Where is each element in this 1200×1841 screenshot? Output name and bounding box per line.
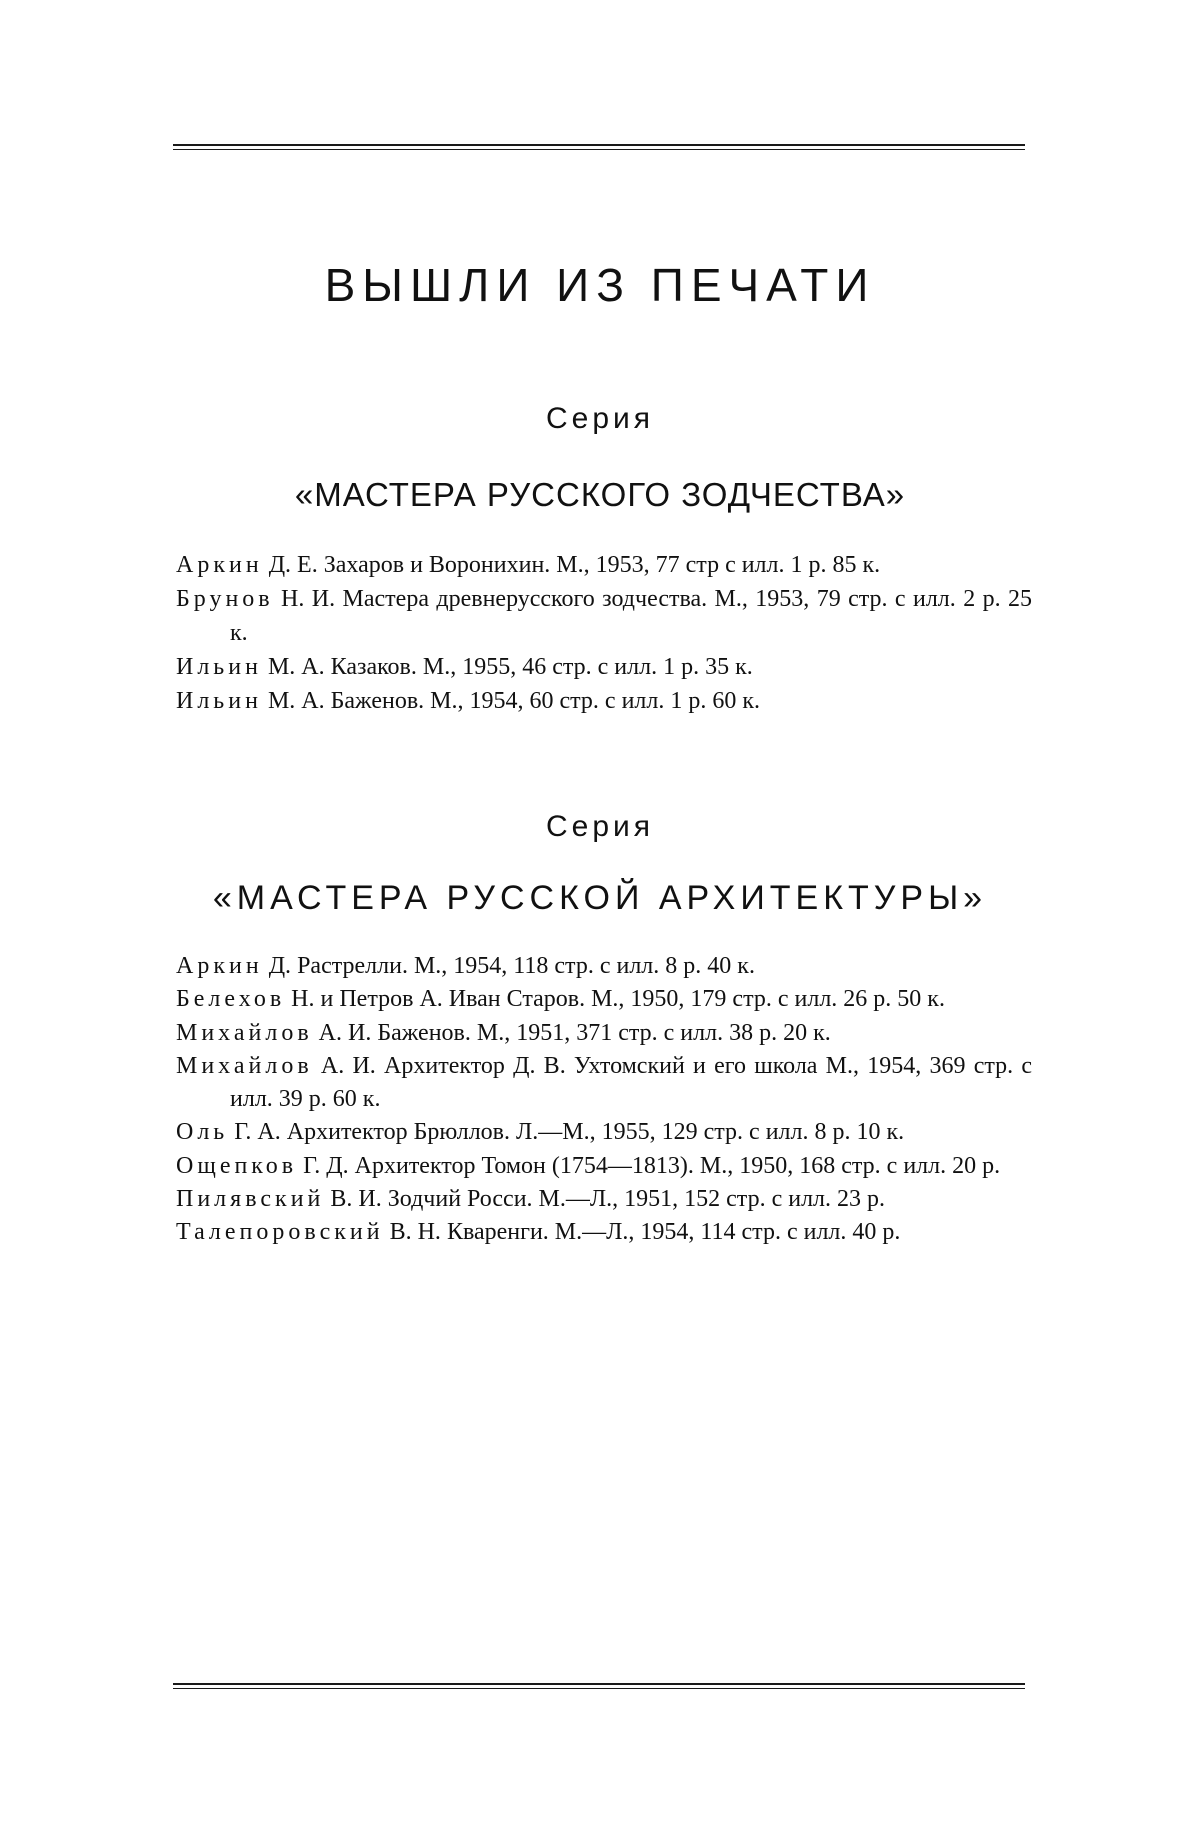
book-entry	[176, 1183, 1032, 1216]
page-title: ВЫШЛИ ИЗ ПЕЧАТИ	[324, 259, 876, 311]
book-entry	[176, 548, 1032, 582]
series-entries-list	[176, 548, 1032, 718]
entry-author: Михайлов	[176, 1052, 313, 1079]
entry-description: Архитектор Д. В. Ухтомский и его школа М., 1954, 369 стр. с илл. 39 р. 60 к.	[230, 1052, 1033, 1113]
entry-author: Оль	[176, 1119, 229, 1146]
entry-author-initials: Д. Е.	[268, 552, 318, 578]
entry-author: Брунов	[176, 586, 274, 612]
entry-description: Архитектор Брюллов. Л.—М., 1955, 129 стр. с илл. 8 р. 10 к.	[286, 1119, 905, 1146]
entry-author: Михайлов	[176, 1019, 313, 1046]
entry-author-initials: М. А.	[267, 688, 325, 714]
entry-description: Иван Старов. М., 1950, 179 стр. с илл. 26 р. 50 к.	[448, 986, 945, 1013]
entry-author-initials: Н. И.	[281, 586, 336, 612]
entry-author: Аркин	[176, 552, 263, 578]
entry-author-initials: Г. Д.	[303, 1152, 349, 1179]
entry-author-initials: А. И.	[320, 1052, 376, 1079]
entry-author: Белехов	[176, 986, 286, 1013]
entry-author: Ильин	[176, 688, 262, 714]
entry-author-initials: Д.	[268, 953, 292, 979]
series-title: «МАСТЕРА РУССКОГО ЗОДЧЕСТВА»	[294, 476, 906, 513]
series-entries-list	[176, 950, 1032, 1250]
entry-author-initials: Г. А.	[234, 1119, 281, 1146]
entry-description: Кваренги. М.—Л., 1954, 114 стр. с илл. 40 р.	[446, 1219, 901, 1246]
book-entry	[176, 1050, 1032, 1117]
entry-description: Зодчий Росси. М.—Л., 1951, 152 стр. с илл. 23 р.	[387, 1186, 886, 1213]
entry-description: Баженов. М., 1954, 60 стр. с илл. 1 р. 60 к.	[330, 688, 761, 714]
entry-author-initials: Н. и Петров А.	[291, 986, 443, 1013]
book-entry	[176, 684, 1032, 718]
entry-author: Аркин	[176, 953, 263, 979]
book-entry	[176, 1017, 1032, 1050]
entry-author: Ильин	[176, 654, 262, 680]
bottom-double-rule	[173, 1683, 1025, 1691]
top-double-rule	[173, 144, 1025, 152]
entry-description: Казаков. М., 1955, 46 стр. с илл. 1 р. 35 к.	[330, 654, 753, 680]
book-entry	[176, 950, 1032, 983]
entry-description: Баженов. М., 1951, 371 стр. с илл. 38 р. 20 к.	[377, 1019, 831, 1046]
entry-description: Захаров и Воронихин. М., 1953, 77 стр с илл. 1 р. 85 к.	[323, 552, 881, 578]
book-entry	[176, 1150, 1032, 1183]
entry-description: Растрелли. М., 1954, 118 стр. с илл. 8 р. 40 к.	[297, 953, 755, 979]
entry-description: Архитектор Томон (1754—1813). М., 1950, 168 стр. с илл. 20 р.	[354, 1152, 1001, 1179]
entry-author: Талепоровский	[176, 1219, 384, 1246]
entry-author: Пилявский	[176, 1186, 325, 1213]
entry-author-initials: В. И.	[330, 1186, 382, 1213]
series-title: «МАСТЕРА РУССКОЙ АРХИТЕКТУРЫ»	[212, 879, 988, 917]
book-entry	[176, 650, 1032, 684]
book-entry	[176, 582, 1032, 650]
entry-author-initials: В. Н.	[389, 1219, 441, 1246]
entry-author: Ощепков	[176, 1152, 298, 1179]
book-entry	[176, 1216, 1032, 1249]
book-entry	[176, 983, 1032, 1016]
entry-author-initials: М. А.	[267, 654, 325, 680]
book-entry	[176, 1116, 1032, 1149]
series-label: Серия	[545, 810, 655, 843]
entry-author-initials: А. И.	[318, 1019, 372, 1046]
entry-description: Мастера древнерусского зодчества. М., 1953, 79 стр. с илл. 2 р. 25 к.	[230, 586, 1033, 646]
series-label: Серия	[545, 402, 655, 435]
